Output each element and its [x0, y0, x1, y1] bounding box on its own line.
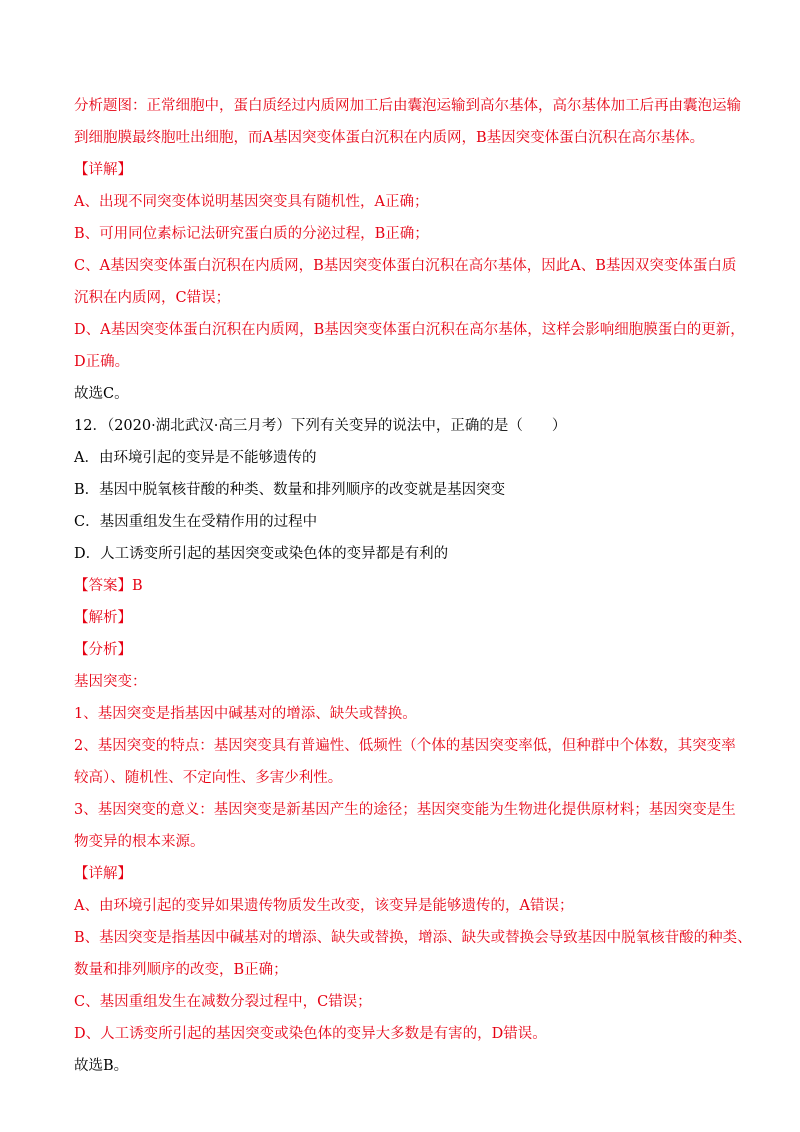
detail-option-c-line-2: 沉积在内质网，C错误； — [74, 290, 231, 306]
fenxi-heading: 【分析】 — [74, 642, 132, 658]
q12-detail-heading: 【详解】 — [74, 866, 132, 882]
question-option-d: D．人工诱变所引起的基因突变或染色体的变异都是有利的 — [74, 546, 449, 562]
analysis-point-2-line-1: 2、基因突变的特点：基因突变具有普遍性、低频性（个体的基因突变率低，但种群中个体数，其突变率 — [74, 738, 736, 754]
question-option-a: A．由环境引起的变异是不能够遗传的 — [74, 450, 317, 466]
q12-detail-option-c: C、基因重组发生在减数分裂过程中，C错误； — [74, 994, 372, 1010]
analysis-line-1: 分析题图：正常细胞中，蛋白质经过内质网加工后由囊泡运输到高尔基体，高尔基体加工后再由囊泡运输 — [74, 98, 741, 114]
answer-choice-text: 故选C。 — [74, 386, 129, 402]
answer-line — [74, 576, 726, 596]
q12-answer-choice-text: 故选B。 — [74, 1058, 129, 1074]
analysis-point-3-line-2: 物变异的根本来源。 — [74, 834, 205, 850]
analysis-point-2 — [74, 736, 736, 788]
q12-detail-option-b-line-1: B、基因突变是指基因中碱基对的增添、缺失或替换，增添、缺失或替换会导致基因中脱氧核苷酸的种类、 — [74, 930, 752, 946]
detail-option-b: B、可用同位素标记法研究蛋白质的分泌过程，B正确； — [74, 226, 429, 242]
analysis-paragraph — [74, 96, 741, 148]
detail-option-a: A、出现不同突变体说明基因突变具有随机性，A正确； — [74, 194, 429, 210]
jiexi-heading: 【解析】 — [74, 610, 132, 626]
answer-tag: 【答案】 — [74, 578, 132, 594]
detail-option-d-line-1: D、A基因突变体蛋白沉积在内质网，B基因突变体蛋白沉积在高尔基体，这样会影响细胞膜蛋白的更新， — [74, 322, 745, 338]
detail-option-d-line-2: D正确。 — [74, 354, 130, 370]
q12-detail-option-d: D、人工诱变所引起的基因突变或染色体的变异大多数是有害的，D错误。 — [74, 1026, 547, 1042]
analysis-point-2-line-2: 较高）、随机性、不定向性、多害少利性。 — [74, 770, 343, 786]
detail-option-c — [74, 256, 737, 308]
answer-value: B — [132, 578, 143, 594]
document-page — [74, 96, 752, 1088]
q12-detail-option-b-line-2: 数量和排列顺序的改变，B正确； — [74, 962, 288, 978]
detail-option-c-line-1: C、A基因突变体蛋白沉积在内质网，B基因突变体蛋白沉积在高尔基体，因此A、B基因双突变体蛋白质 — [74, 258, 737, 274]
q12-detail-option-b — [74, 928, 752, 980]
analysis-point-3 — [74, 800, 736, 852]
q12-detail-option-a: A、由环境引起的变异如果遗传物质发生改变，该变异是能够遗传的，A错误； — [74, 898, 574, 914]
detail-heading: 【详解】 — [74, 162, 132, 178]
analysis-point-3-line-1: 3、基因突变的意义：基因突变是新基因产生的途径；基因突变能为生物进化提供原材料；基因突变是生 — [74, 802, 736, 818]
question-12-stem: 12．（2020·湖北武汉·高三月考）下列有关变异的说法中，正确的是（ ） — [74, 418, 567, 434]
detail-option-d — [74, 320, 745, 372]
question-option-c: C．基因重组发生在受精作用的过程中 — [74, 514, 318, 530]
analysis-topic: 基因突变： — [74, 674, 147, 690]
question-option-b: B．基因中脱氧核苷酸的种类、数量和排列顺序的改变就是基因突变 — [74, 482, 506, 498]
analysis-line-2: 到细胞膜最终胞吐出细胞，而A基因突变体蛋白沉积在内质网，B基因突变体蛋白沉积在高尔基体。 — [74, 130, 705, 146]
analysis-point-1: 1、基因突变是指基因中碱基对的增添、缺失或替换。 — [74, 706, 417, 722]
